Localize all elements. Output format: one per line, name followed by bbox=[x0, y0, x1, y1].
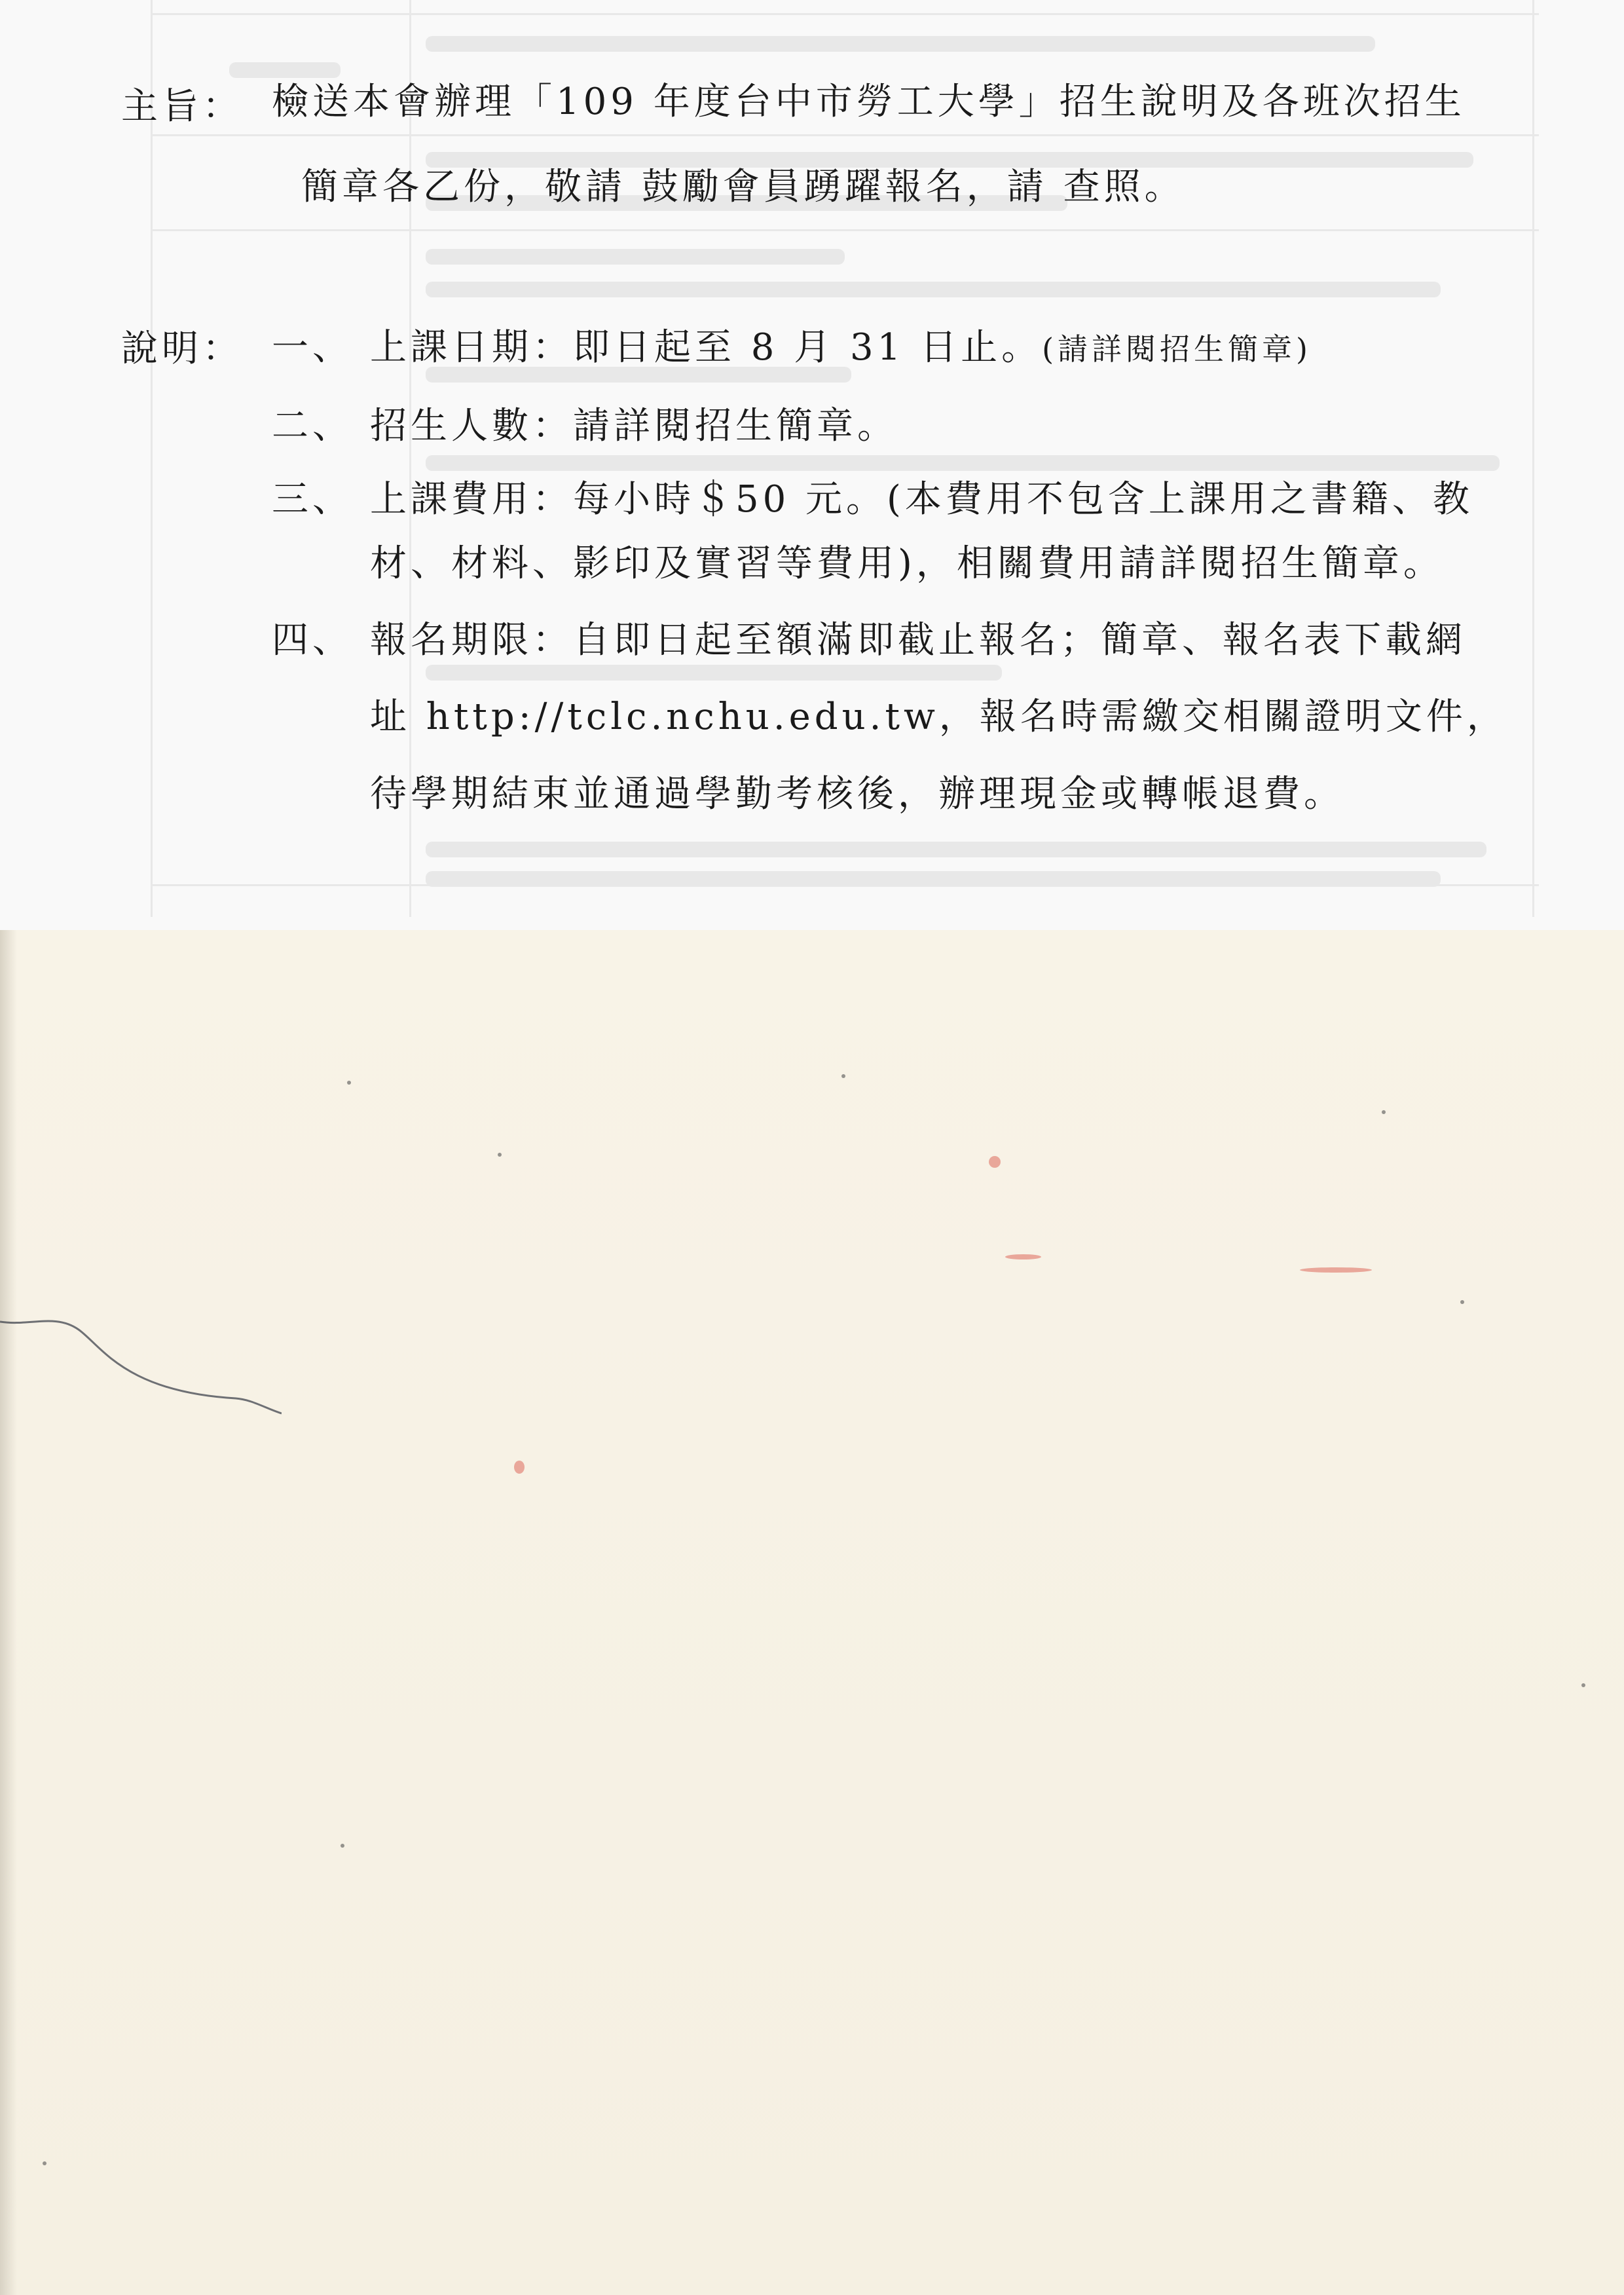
subject-label: 主旨： bbox=[121, 85, 243, 128]
fee-text-line-2: 材、材料、影印及實習等費用)，相關費用請詳閱招生簡章。 bbox=[370, 542, 1444, 585]
red-scan-mark bbox=[1300, 1267, 1372, 1273]
item-number-1: 一、 bbox=[272, 326, 353, 369]
red-scan-mark bbox=[1005, 1254, 1041, 1259]
subject-text-line-1: 檢送本會辦理「109 年度台中市勞工大學」招生說明及各班次招生 bbox=[272, 81, 1466, 123]
scan-speck bbox=[1460, 1300, 1464, 1304]
class-date-text: 上課日期：即日起至 8 月 31 日止。 bbox=[370, 326, 1043, 369]
item-number-3: 三、 bbox=[272, 478, 353, 521]
registration-url-line: 址 http://tclc.nchu.edu.tw，報名時需繳交相關證明文件， bbox=[370, 696, 1507, 738]
fee-text-line-1: 上課費用：每小時＄50 元。(本費用不包含上課用之書籍、教 bbox=[370, 478, 1473, 521]
scan-speck bbox=[841, 1074, 845, 1078]
subject-text-line-2: 簡章各乙份，敬請 鼓勵會員踴躍報名，請 查照。 bbox=[301, 166, 1185, 208]
registration-text-line-3: 待學期結束並通過學勤考核後，辦理現金或轉帳退費。 bbox=[370, 773, 1344, 815]
document-body bbox=[0, 0, 1624, 904]
red-scan-mark bbox=[514, 1461, 525, 1474]
scanned-blank-lower-page bbox=[0, 930, 1624, 2295]
class-date-note: (請詳閱招生簡章) bbox=[1042, 331, 1312, 367]
scan-speck bbox=[1382, 1110, 1386, 1114]
scan-speck bbox=[43, 2161, 46, 2165]
scan-speck bbox=[341, 1844, 344, 1848]
registration-text-line-1: 報名期限：自即日起至額滿即截止報名；簡章、報名表下載網 bbox=[370, 619, 1466, 662]
red-scan-mark bbox=[989, 1156, 1001, 1168]
paper-crease-mark bbox=[0, 1303, 282, 1415]
enrollment-number-text: 招生人數：請詳閱招生簡章。 bbox=[370, 405, 898, 447]
scan-speck bbox=[498, 1153, 502, 1157]
class-date-line bbox=[370, 326, 1312, 369]
scan-speck bbox=[1581, 1683, 1585, 1687]
scan-edge-shadow bbox=[0, 930, 17, 2295]
scan-speck bbox=[347, 1081, 351, 1085]
item-number-2: 二、 bbox=[272, 405, 353, 447]
explanation-label: 說明： bbox=[121, 327, 243, 370]
item-number-4: 四、 bbox=[272, 619, 353, 662]
